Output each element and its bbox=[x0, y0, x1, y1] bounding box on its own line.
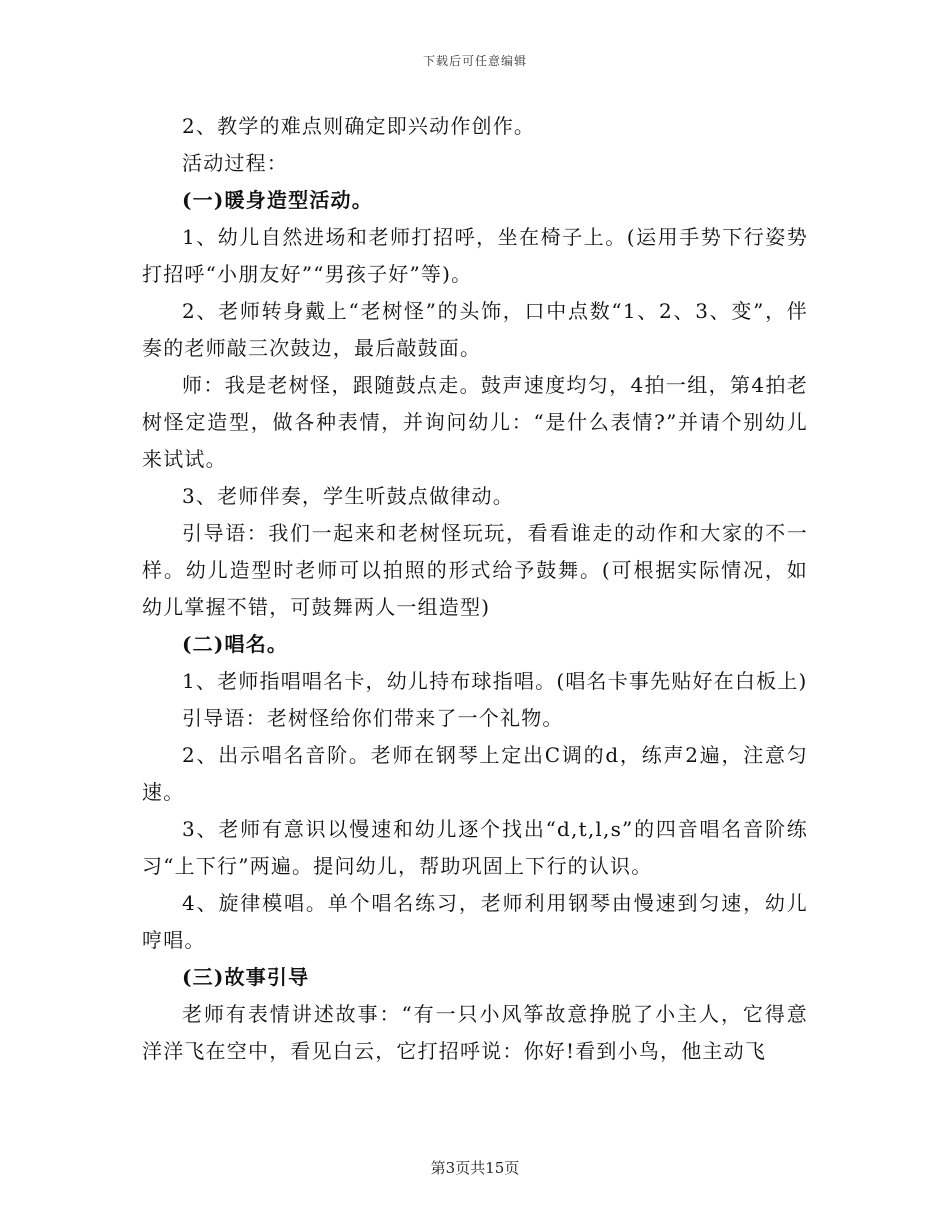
paragraph-5: 师：我是老树怪，跟随鼓点走。鼓声速度均匀，4拍一组，第4拍老树怪定造型，做各种表情，并询问幼儿：“是什么表情?”并请个别幼儿来试试。 bbox=[142, 373, 808, 471]
paragraph-11: 3、老师有意识以慢速和幼儿逐个找出“d,t,l,s”的四音唱名音阶练习“上下行”两遍。提问幼儿，帮助巩固上下行的认识。 bbox=[142, 817, 808, 878]
document-body bbox=[142, 108, 808, 1070]
paragraph-9: 引导语：老树怪给你们带来了一个礼物。 bbox=[182, 706, 564, 730]
paragraph-3: 1、幼儿自然进场和老师打招呼，坐在椅子上。(运用手势下行姿势打招呼“小朋友好”“男孩子好”等)。 bbox=[142, 225, 808, 286]
paragraph-6: 3、老师伴奏，学生听鼓点做律动。 bbox=[182, 484, 514, 508]
page-footer: 第3页共15页 bbox=[430, 1159, 520, 1177]
section-heading-2: (二)唱名。 bbox=[182, 632, 289, 656]
paragraph-7: 引导语：我们一起来和老树怪玩玩，看看谁走的动作和大家的不一样。幼儿造型时老师可以拍照的形式给予鼓舞。(可根据实际情况，如幼儿掌握不错，可鼓舞两人一组造型) bbox=[142, 521, 808, 619]
paragraph-1: 2、教学的难点则确定即兴动作创作。 bbox=[182, 114, 536, 138]
paragraph-10: 2、出示唱名音阶。老师在钢琴上定出C调的d，练声2遍，注意匀速。 bbox=[142, 743, 808, 804]
paragraph-12: 4、旋律模唱。单个唱名练习，老师利用钢琴由慢速到匀速，幼儿哼唱。 bbox=[142, 891, 808, 952]
paragraph-13: 老师有表情讲述故事：“有一只小风筝故意挣脱了小主人，它得意洋洋飞在空中，看见白云，它打招呼说：你好!看到小鸟，他主动飞 bbox=[142, 1002, 808, 1063]
paragraph-4: 2、老师转身戴上“老树怪”的头饰，口中点数“1、2、3、变”，伴奏的老师敲三次鼓边，最后敲鼓面。 bbox=[142, 299, 808, 360]
paragraph-8: 1、老师指唱唱名卡，幼儿持布球指唱。(唱名卡事先贴好在白板上) bbox=[182, 669, 808, 693]
paragraph-2: 活动过程： bbox=[182, 151, 288, 175]
section-heading-1: (一)暖身造型活动。 bbox=[182, 188, 373, 212]
page-header: 下载后可任意编辑 bbox=[422, 54, 527, 68]
section-heading-3: (三)故事引导 bbox=[182, 965, 310, 989]
